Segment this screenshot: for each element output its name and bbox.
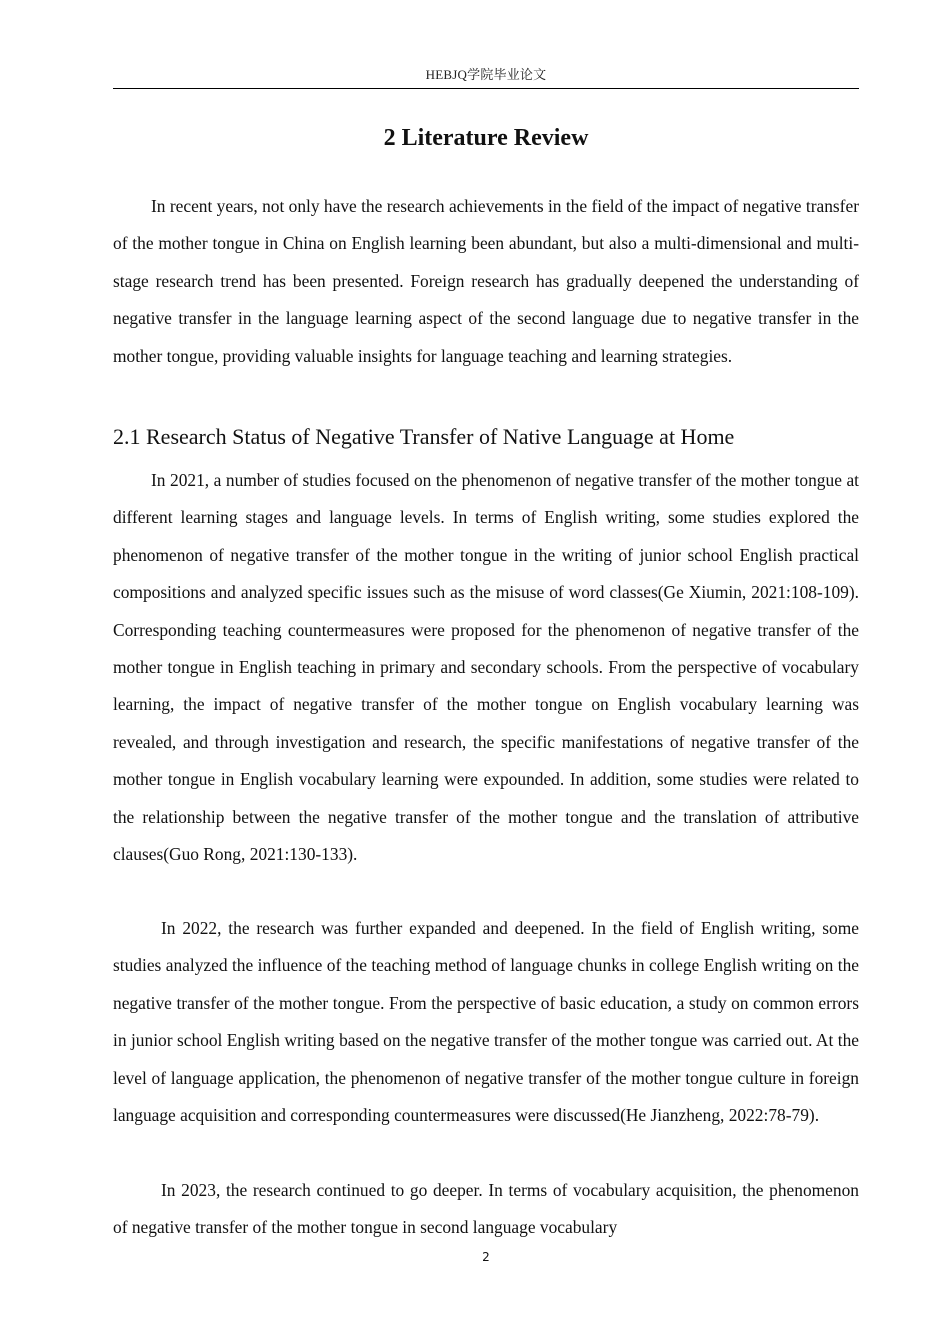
chapter-title: 2 Literature Review [383,125,589,151]
paragraph-intro: In recent years, not only have the research achievements in the field of the impact of negative transfer of the mother tongue in China on English learning been abundant, but also a multi-dimensional and multi-stage research trend has been presented. Foreign research has gradually deepened the understanding of negative transfer in the language learning aspect of the second language due to negative transfer in the mother tongue, providing valuable insights for language teaching and learning strategies. [113,196,859,366]
section-heading: 2.1 Research Status of Negative Transfer of Native Language at Home [113,424,735,449]
running-header: HEBJQ学院毕业论文 [425,67,547,82]
page-number: 2 [482,1250,490,1264]
paragraph-2023: In 2023, the research continued to go deeper. In terms of vocabulary acquisition, the phenomenon of negative transfer of the mother tongue in second language vocabulary [113,1180,859,1238]
paragraph-2022: In 2022, the research was further expanded and deepened. In the field of English writing, some studies analyzed the influence of the teaching method of language chunks in college English writing on the negative transfer of the mother tongue. From the perspective of basic education, a study on common errors in junior school English writing based on the negative transfer of the mother tongue was carried out. At the level of language application, the phenomenon of negative transfer of the mother tongue culture in foreign language acquisition and corresponding countermeasures were discussed(He Jianzheng, 2022:78-79). [113,918,859,1126]
header-rule [113,88,859,89]
paragraph-2021: In 2021, a number of studies focused on the phenomenon of negative transfer of the mother tongue at different learning stages and language levels. In terms of English writing, some studies explored the phenomenon of negative transfer of the mother tongue in the writing of junior school English practical compositions and analyzed specific issues such as the misuse of word classes(Ge Xiumin, 2021:108-109). Corresponding teaching countermeasures were proposed for the phenomenon of negative transfer of the mother tongue in English teaching in primary and secondary schools. From the perspective of vocabulary learning, the impact of negative transfer of the mother tongue on English vocabulary learning was revealed, and through investigation and research, the specific manifestations of negative transfer of the mother tongue in English vocabulary learning were expounded. In addition, some studies were related to the relationship between the negative transfer of the mother tongue and the translation of attributive clauses(Guo Rong, 2021:130-133). [113,470,859,865]
